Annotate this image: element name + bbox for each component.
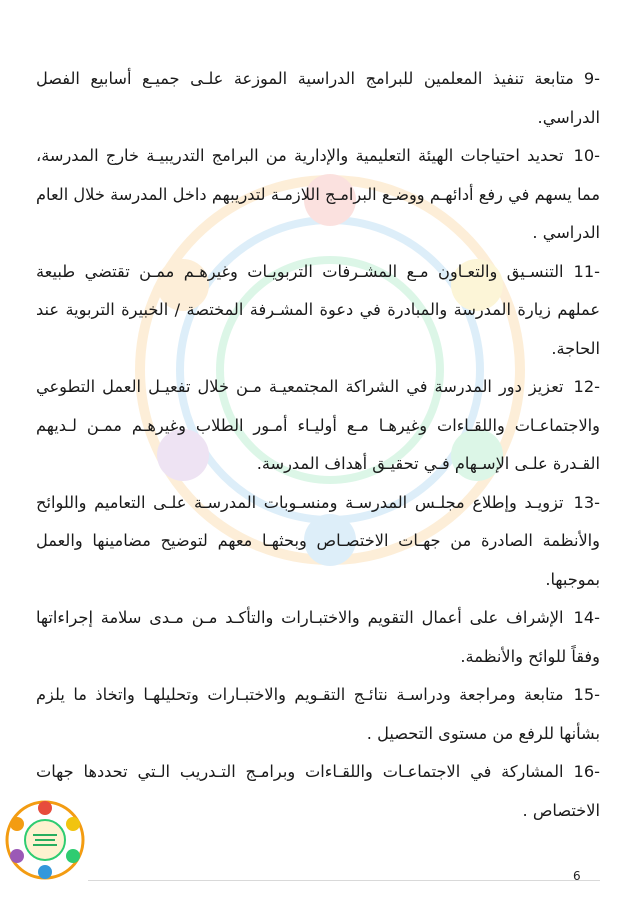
footer-divider [88, 880, 600, 881]
list-item [36, 253, 600, 369]
item-text: تحديد احتياجات الهيئة التعليمية والإدارية من البرامج التدريبيـة خارج المدرسة، مما يسهم في رفع أدائهـم ووضـع البرامـج اللازمـة لتدريبهم داخل المدرسة خلال العام الدراسي . [36, 146, 600, 242]
list-item [36, 137, 600, 253]
item-number: -12 [573, 377, 600, 396]
item-text: متابعة ومراجعة ودراسـة نتائـج التقـويم والاختبـارات وتحليلهـا واتخاذ ما يلزم بشأنها للرفع من مستوى التحصيل . [36, 685, 600, 743]
item-text: التنسـيق والتعـاون مـع المشـرفات التربويـات وغيرهـم ممـن تقتضي طبيعة عملهم زيارة المدرسة والمبادرة في دعوة المشـرفة المختصة / الخبيرة التربوية عند الحاجة. [36, 261, 600, 358]
item-number: -10 [573, 146, 600, 165]
item-number: -15 [573, 685, 600, 704]
item-number: -13 [573, 492, 600, 512]
item-number: -16 [573, 762, 600, 781]
list-item [36, 60, 600, 137]
list-item [36, 676, 600, 753]
item-number: -14 [573, 608, 600, 627]
item-number: -11 [573, 261, 600, 281]
list-item [36, 599, 600, 676]
page-number: 6 [573, 869, 581, 883]
item-text: الإشراف على أعمال التقويم والاختبـارات والتأكـد مـن مـدى سلامة إجراءاتها وفقاً للوائح والأنظمة. [36, 608, 600, 666]
school-logo-icon [3, 798, 87, 882]
list-item [36, 753, 600, 830]
item-text: تعزيز دور المدرسة في الشراكة المجتمعيـة مـن خلال تفعيـل العمل التطوعي والاجتماعـات واللقـاءات وغيرهـا مـع أوليـاء أمـور الطلاب وغيرهـم ممـن لـديهم القـدرة علـى الإسـهام فـي تحقيـق أهداف المدرسة. [36, 377, 600, 473]
list-item [36, 368, 600, 484]
item-text: متابعة تنفيذ المعلمين للبرامج الدراسية الموزعة علـى جميـع أسابيع الفصل الدراسي. [36, 69, 600, 127]
document-body [36, 60, 600, 830]
item-text: تزويـد وإطلاع مجلـس المدرسـة ومنسـوبات المدرسـة علـى التعاميم واللوائح والأنظمة الصادرة من جهـات الاختصـاص وبحثهـا معهم لتوضيح مضامينها والعمل بموجبها. [36, 492, 600, 589]
list-item [36, 484, 600, 600]
item-number: -9 [583, 69, 600, 88]
item-text: المشاركة في الاجتماعـات واللقـاءات وبرامـج التـدريب الـتي تحددها جهات الاختصاص . [36, 762, 600, 820]
